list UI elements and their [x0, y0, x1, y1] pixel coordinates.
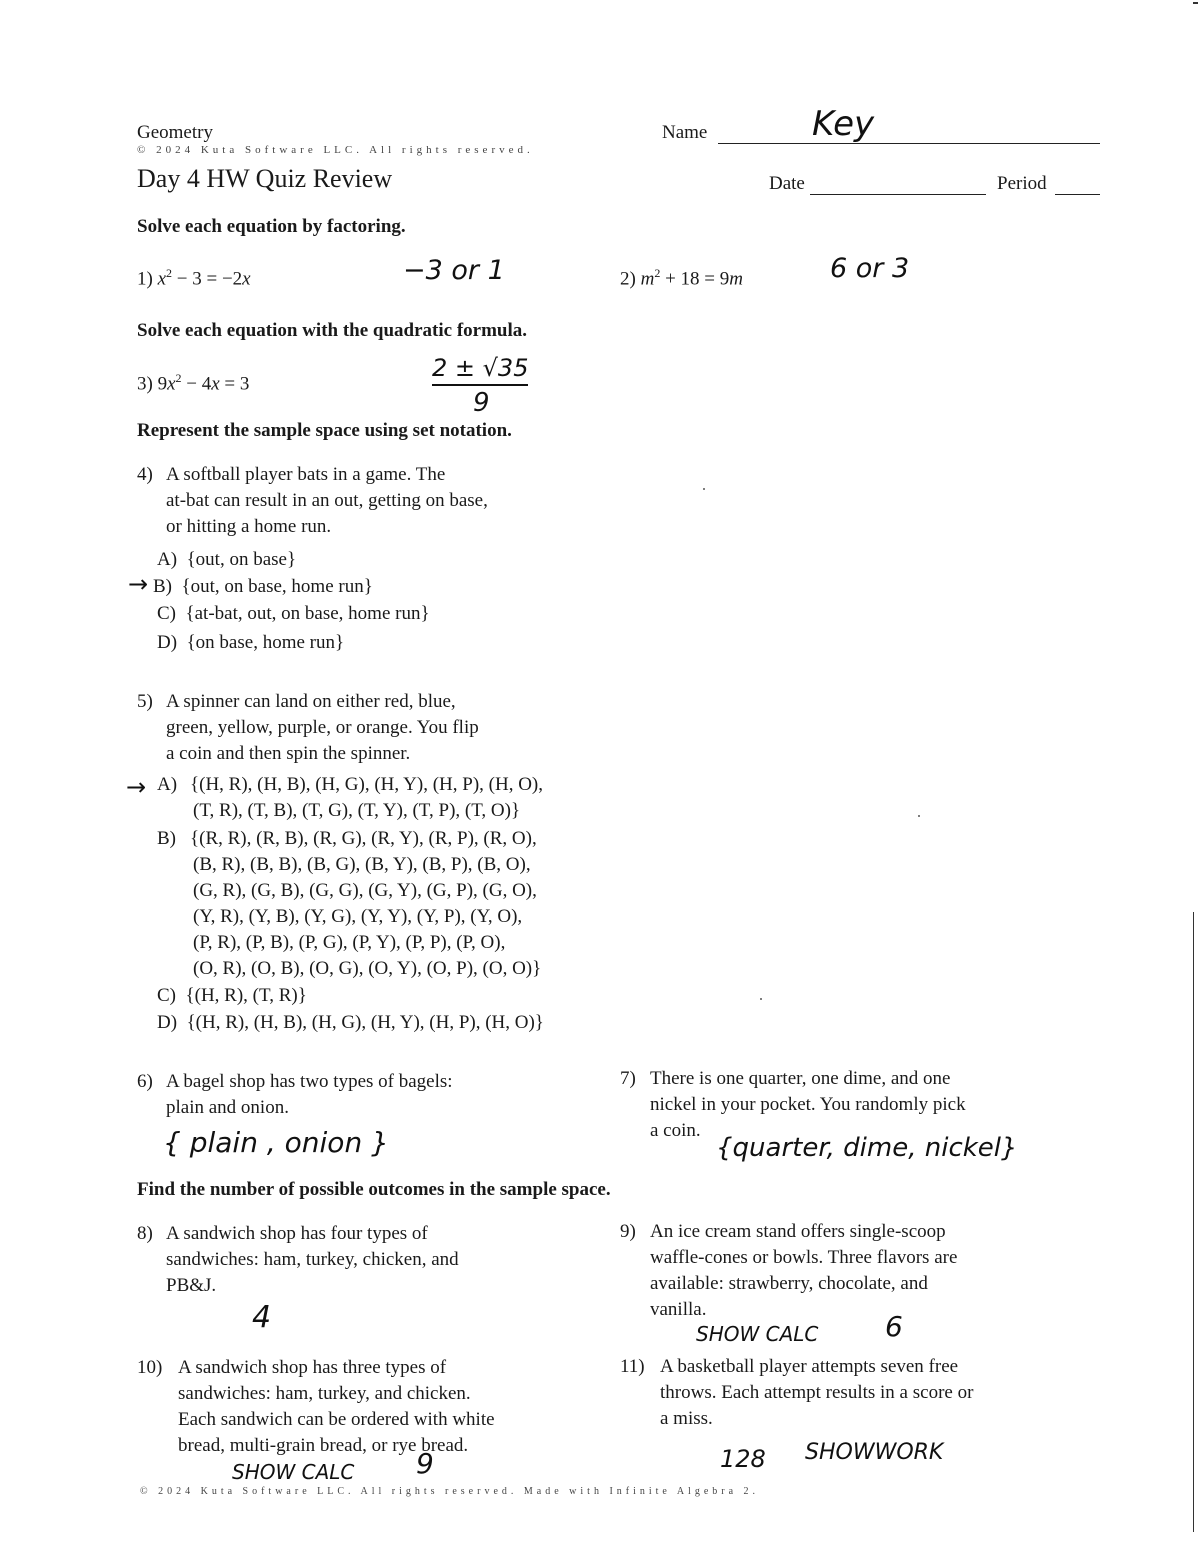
problem-11-note: SHOWWORK [805, 1440, 944, 1465]
problem-5-choice-a-line-2: (T, R), (T, B), (T, G), (T, Y), (T, P), (T, O)} [193, 800, 521, 821]
problem-7-line-3: a coin. [650, 1120, 701, 1141]
problem-3: 3) $9x^2 - 4x = 3$ [137, 371, 250, 395]
name-label: Name [662, 122, 708, 143]
date-label: Date [769, 173, 805, 194]
problem-6-line-2: plain and onion. [166, 1097, 289, 1118]
section-sample-space: Represent the sample space using set notation. [137, 420, 512, 441]
problem-4-choice-b[interactable]: B) {out, on base, home run} [153, 576, 373, 597]
problem-4-number: 4) [137, 464, 153, 485]
problem-6-answer: { plain , onion } [163, 1126, 389, 1159]
section-quadratic: Solve each equation with the quadratic formula. [137, 320, 528, 341]
problem-5-choice-b-line-2: (B, R), (B, B), (B, G), (B, Y), (B, P), (B, O), [193, 854, 531, 875]
problem-8-answer: 4 [252, 1300, 272, 1335]
period-line[interactable] [1055, 194, 1100, 195]
problem-2: 2) $m^2 + 18 = 9m$ [620, 266, 743, 290]
problem-5-choice-b-line-4: (Y, R), (Y, B), (Y, G), (Y, Y), (Y, P), (Y, O), [193, 906, 523, 927]
problem-4-choice-c[interactable]: C) {at-bat, out, on base, home run} [157, 603, 430, 624]
problem-4-line-3: or hitting a home run. [166, 516, 332, 537]
problem-11-line-3: a miss. [660, 1408, 713, 1429]
period-label: Period [997, 173, 1047, 194]
problem-10-line-2: sandwiches: ham, turkey, and chicken. [178, 1383, 471, 1404]
problem-2-number: 2) [620, 268, 636, 290]
problem-9-line-4: vanilla. [650, 1299, 707, 1320]
footer-copyright: © 2024 Kuta Software LLC. All rights reserved. Made with Infinite Algebra 2. [140, 1486, 760, 1497]
problem-8-line-3: PB&J. [166, 1275, 217, 1296]
copyright-line: © 2024 Kuta Software LLC. All rights reserved. [137, 144, 534, 156]
subject-label: Geometry [137, 122, 213, 143]
problem-4-choice-d[interactable]: D) {on base, home run} [157, 632, 345, 653]
problem-5-choice-a-label[interactable]: A) [157, 774, 178, 795]
date-line[interactable] [810, 194, 986, 195]
problem-1-number: 1) [137, 268, 153, 290]
scan-speck [760, 998, 762, 1000]
problem-11-number: 11) [620, 1356, 645, 1377]
problem-9-line-3: available: strawberry, chocolate, and [650, 1273, 928, 1294]
problem-1: 1) $x^2 - 3 = -2x$ [137, 266, 251, 290]
problem-11-line-1: A basketball player attempts seven free [660, 1356, 959, 1377]
problem-5-choice-b-line-3: (G, R), (G, B), (G, G), (G, Y), (G, P), (G, O), [193, 880, 537, 901]
problem-5-choice-c[interactable]: C) {(H, R), (T, R)} [157, 985, 307, 1006]
problem-5-line-2: green, yellow, purple, or orange. You flip [166, 717, 479, 738]
problem-7-line-1: There is one quarter, one dime, and one [650, 1068, 951, 1089]
page-title: Day 4 HW Quiz Review [137, 164, 393, 193]
problem-8-line-2: sandwiches: ham, turkey, chicken, and [166, 1249, 459, 1270]
problem-5-line-1: A spinner can land on either red, blue, [166, 691, 456, 712]
problem-4-line-2: at-bat can result in an out, getting on base, [166, 490, 488, 511]
problem-3-number: 3) [137, 373, 153, 395]
problem-5-choice-b-line-6: (O, R), (O, B), (O, G), (O, Y), (O, P), (O, O)} [193, 958, 542, 979]
problem-5-choice-b-label[interactable]: B) [157, 828, 176, 849]
problem-2-answer: 6 or 3 [830, 253, 910, 284]
problem-10-note: SHOW CALC [232, 1460, 355, 1484]
scan-speck [918, 815, 920, 817]
problem-8-number: 8) [137, 1223, 153, 1244]
problem-9-number: 9) [620, 1221, 636, 1242]
problem-7-answer: {quarter, dime, nickel} [716, 1133, 1018, 1163]
scan-speck [703, 488, 705, 490]
problem-9-line-1: An ice cream stand offers single-scoop [650, 1221, 946, 1242]
section-factoring: Solve each equation by factoring. [137, 216, 406, 237]
problem-5-choice-b-line-1: {(R, R), (R, B), (R, G), (R, Y), (R, P), (R, O), [190, 828, 537, 849]
problem-11-answer: 128 [720, 1445, 766, 1473]
problem-11-line-2: throws. Each attempt results in a score or [660, 1382, 974, 1403]
section-outcomes: Find the number of possible outcomes in the sample space. [137, 1179, 611, 1200]
problem-10-line-4: bread, multi-grain bread, or rye bread. [178, 1435, 469, 1456]
problem-10-line-3: Each sandwich can be ordered with white [178, 1409, 495, 1430]
scan-edge-mark [1193, 2, 1198, 4]
problem-9-line-2: waffle-cones or bowls. Three flavors are [650, 1247, 958, 1268]
problem-9-answer: 6 [885, 1310, 903, 1343]
problem-4-line-1: A softball player bats in a game. The [166, 464, 446, 485]
answer-arrow-icon: → [128, 570, 149, 598]
problem-10-line-1: A sandwich shop has three types of [178, 1357, 447, 1378]
answer-arrow-icon: → [126, 773, 147, 801]
problem-3-answer-denominator: 9 [473, 388, 490, 418]
problem-1-answer: −3 or 1 [403, 255, 505, 286]
problem-6-number: 6) [137, 1071, 153, 1092]
problem-10-answer: 9 [416, 1447, 434, 1480]
problem-5-number: 5) [137, 691, 153, 712]
problem-7-number: 7) [620, 1068, 636, 1089]
scan-edge-line [1193, 912, 1194, 1532]
problem-5-choice-d[interactable]: D) {(H, R), (H, B), (H, G), (H, Y), (H, P), (H, O)} [157, 1012, 544, 1033]
problem-4-choice-a[interactable]: A) {out, on base} [157, 549, 297, 570]
problem-5-choice-b-line-5: (P, R), (P, B), (P, G), (P, Y), (P, P), (P, O), [193, 932, 506, 953]
problem-5-line-3: a coin and then spin the spinner. [166, 743, 411, 764]
problem-5-choice-a-line-1: {(H, R), (H, B), (H, G), (H, Y), (H, P), (H, O), [190, 774, 543, 795]
problem-10-number: 10) [137, 1357, 163, 1378]
name-value: Key [812, 104, 875, 144]
problem-9-note: SHOW CALC [696, 1322, 819, 1346]
problem-8-line-1: A sandwich shop has four types of [166, 1223, 428, 1244]
name-line[interactable] [718, 143, 1100, 144]
problem-7-line-2: nickel in your pocket. You randomly pick [650, 1094, 966, 1115]
problem-3-answer-numerator: 2 ± √35 [432, 354, 528, 386]
problem-6-line-1: A bagel shop has two types of bagels: [166, 1071, 453, 1092]
